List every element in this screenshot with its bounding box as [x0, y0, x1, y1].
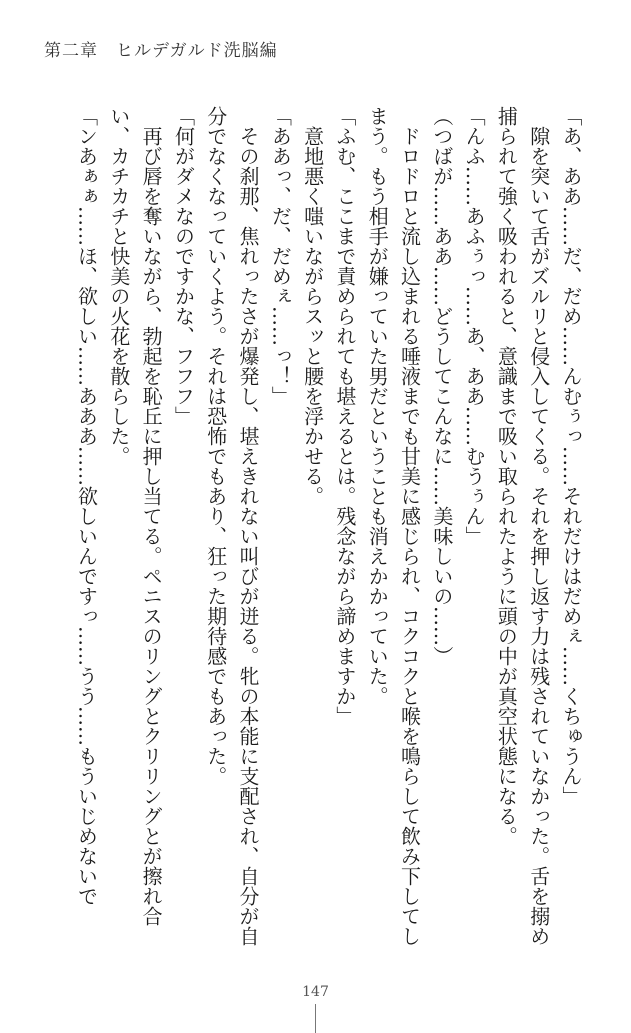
paragraph: 隙を突いて舌がズルリと侵入してくる。それを押し返す力は残されていなかった。舌を搦め捕られて強く吸われると、意識まで吸い取られたように頭の中が真空状態になる。: [494, 106, 551, 946]
paragraph: 「ンあぁぁ……ほ、欲しい……あああ……欲しいんですっ……うう……もういじめないで: [74, 106, 99, 906]
body-text: [27, 106, 587, 946]
paragraph: 「ああっ、だ、だめぇ……っ！」: [268, 106, 293, 406]
page-number: 147: [302, 984, 329, 1000]
paragraph: 「あ、ああ……だ、だめ……んむぅっ……それだけはだめぇ……くちゅうん」: [559, 106, 583, 806]
paragraph: 意地悪く嗤いながらスッと腰を浮かせる。: [300, 106, 325, 506]
paragraph: （つばが……ああ……どうしてこんなに……美味しいの……）: [429, 106, 454, 666]
page-number-rule: [315, 1004, 316, 1033]
paragraph: その刹那、焦れったさが爆発し、堪えきれない叫びが迸る。牝の本能に支配され、自分が自分でなくなっていくよう。それは恐怖でもあり、狂った期待感でもあった。: [203, 106, 261, 946]
paragraph: 再び唇を奪いながら、勃起を恥丘に押し当てる。ペニスのリングとクリリングとが擦れ合い、カチカチと快美の火花を散らした。: [106, 106, 164, 926]
running-header: 第二章 ヒルデガルド洗脳編: [44, 41, 278, 61]
paragraph: 「ふむ、ここまで責められても堪えるとは。残念ながら諦めますか」: [332, 106, 357, 726]
paragraph: ドロドロと流し込まれる唾液までも甘美に感じられ、コクコクと喉を鳴らして飲み下してしまう。もう相手が嫌っていた男だということも消えかかっていた。: [365, 106, 422, 946]
paragraph: 「何がダメなのですかな、フフフ」: [171, 106, 196, 426]
paragraph: 「んふ……あふぅっ……あ、ああ……むうぅん」: [462, 106, 487, 546]
